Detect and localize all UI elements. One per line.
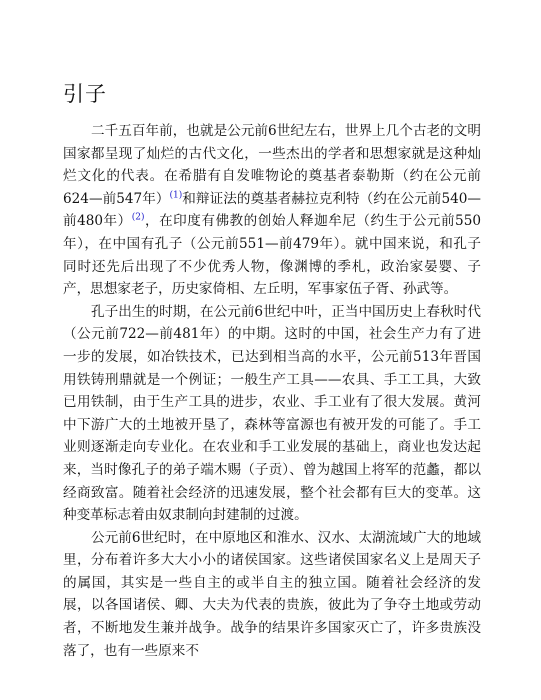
chapter-body xyxy=(63,120,481,662)
footnote-link-2[interactable]: (2) xyxy=(131,212,145,223)
paragraph-3: 公元前6世纪时，在中原地区和淮水、汉水、太湖流域广大的地域里，分布着许多大大小小的诸侯国家。这些诸侯国家名义上是周天子的属国，其实是一些自主的或半自主的独立国。随着社会经济的发展，以各国诸侯、卿、大夫为代表的贵族，彼此为了争夺土地或劳动者，不断地发生兼并战争。战争的结果许多国家灭亡了，许多贵族没落了，也有一些原来不 xyxy=(63,529,481,659)
footnote-link-1[interactable]: (1) xyxy=(169,190,183,201)
paragraph-1 xyxy=(63,120,481,301)
paragraph-1-text-c: ，在印度有佛教的创始人释迦牟尼（约生于公元前550年），在中国有孔子（公元前551—前479年）。就中国来说，和孔子同时还先后出现了不少优秀人物，像渊博的季札，政治家晏婴、子产，思想家老子，历史家倚相、左丘明，军事家伍子胥、孙武等。 xyxy=(63,213,481,298)
paragraph-2: 孔子出生的时期，在公元前6世纪中叶，正当中国历史上春秋时代（公元前722—前481年）的中期。这时的中国，社会生产力有了进一步的发展，如冶铁技术，已达到相当高的水平，公元前513年晋国用铁铸刑鼎就是一个例证；一般生产工具——农具、手工工具，大致已用铁制，由于生产工具的进步，农业、手工业有了很大发展。黄河中下游广大的土地被开垦了，森林等富源也有被开发的可能了。手工业则逐渐走向专业化。在农业和手工业发展的基础上，商业也发达起来，当时像孔子的弟子端木赐（子贡）、曾为越国上将军的范蠡，都以经商致富。随着社会经济的迅速发展，整个社会都有巨大的变革。这种变革标志着由奴隶制向封建制的过渡。 xyxy=(63,303,481,524)
paragraph-1-text-a: 二千五百年前，也就是公元前6世纪左右，世界上几个古老的文明国家都呈现了灿烂的古代文化，一些杰出的学者和思想家就是这种灿烂文化的代表。在希腊有自发唯物论的奠基者泰勒斯（约在公元前624—前547年） xyxy=(63,123,481,207)
chapter-title: 引子 xyxy=(63,82,107,106)
paragraph-1-text-b: 和辩证法的奠基者赫拉克利特（约在公元前540—前480年） xyxy=(63,190,481,230)
